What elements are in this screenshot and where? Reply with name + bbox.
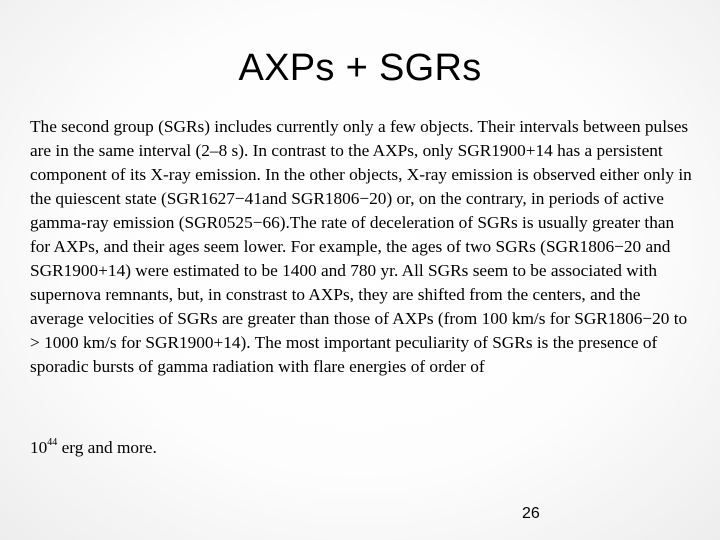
energy-base: 10 — [30, 438, 48, 457]
energy-suffix: erg and more. — [57, 438, 157, 457]
page-number: 26 — [522, 505, 540, 522]
energy-line — [30, 436, 157, 460]
energy-exponent: 44 — [47, 437, 58, 448]
slide-title: AXPs + SGRs — [238, 47, 482, 89]
body-paragraph: The second group (SGRs) includes currently only a few objects. Their intervals between pulses are in the same interval (2–8 s). In contrast to the AXPs, only SGR1900+14 has a persistent component of its X-ray emission. In the other objects, X-ray emission is observed either only in the quiescent state (SGR1627−41and SGR1806−20) or, on the contrary, in periods of active gamma-ray emission (SGR0525−66).The rate of deceleration of SGRs is usually greater than for AXPs, and their ages seem lower. For example, the ages of two SGRs (SGR1806−20 and SGR1900+14) were estimated to be 1400 and 780 yr. All SGRs seem to be associated with supernova remnants, but, in constrast to AXPs, they are shifted from the centers, and the average velocities of SGRs are greater than those of AXPs (from 100 km/s for SGR1806−20 to > 1000 km/s for SGR1900+14). The most important peculiarity of SGRs is the presence of sporadic bursts of gamma radiation with flare energies of order of — [30, 117, 692, 376]
body-text — [30, 115, 695, 379]
